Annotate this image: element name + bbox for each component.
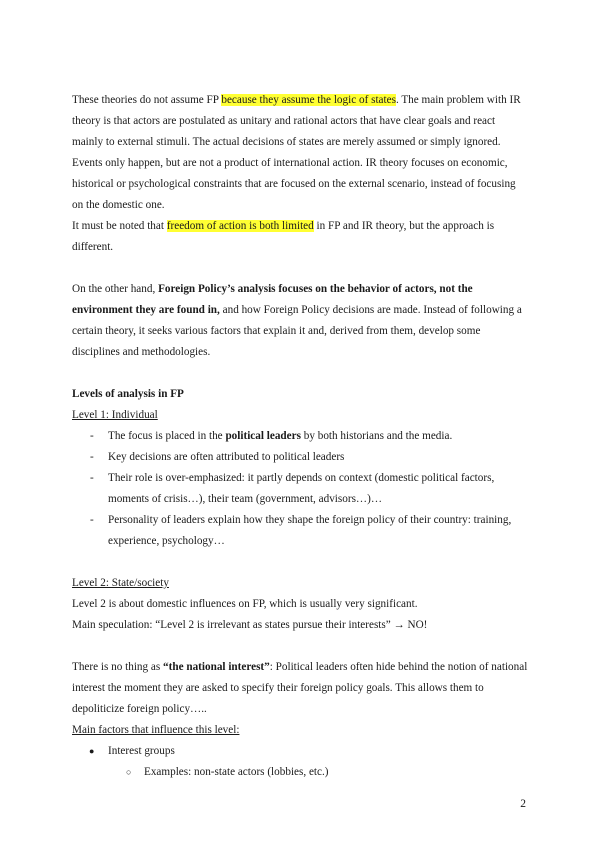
document-body	[72, 90, 528, 783]
paragraph-freedom-of-action: It must be noted that freedom of action is both limited in FP and IR theory, but the approach is different.	[72, 220, 495, 253]
list-item: ● Interest groups	[72, 741, 528, 762]
level2-line1: Level 2 is about domestic influences on FP, which is usually very significant.	[72, 598, 418, 610]
section-heading-levels: Levels of analysis in FP	[72, 388, 184, 400]
level2-heading: Level 2: State/society	[72, 577, 169, 589]
list-item: - Personality of leaders explain how they shape the foreign policy of their country: training, experience, psychology…	[72, 510, 528, 552]
factors-list	[72, 741, 528, 762]
list-item: - Their role is over-emphasized: it partly depends on context (domestic political factors, moments of crisis…), their team (government, advisors…)…	[72, 468, 528, 510]
highlight-freedom-of-action: freedom of action is both limited	[166, 220, 314, 232]
paragraph-ir-theory: These theories do not assume FP because they assume the logic of states. The main problem with IR theory is that actors are postulated as unitary and rational actors that have clear goals and react mainly to external stimuli. The actual decisions of states are merely assumed or simply ignored. Events only happen, but are not a product of international action. IR theory focuses on economic, historical or psychological constraints that are focused on the external scenario, instead of focusing on the domestic one.	[72, 94, 521, 211]
paragraph-national-interest: There is no thing as “the national interest”: Political leaders often hide behind the notion of national interest the moment they are asked to specify their foreign policy goals. This allows them to depoliticize foreign policy…..	[72, 661, 528, 715]
level1-list	[72, 426, 528, 552]
highlight-logic-of-states: because they assume the logic of states	[221, 94, 396, 106]
level1-heading: Level 1: Individual	[72, 409, 158, 421]
factors-sublist	[72, 762, 528, 783]
list-item: ○ Examples: non-state actors (lobbies, etc.)	[72, 762, 528, 783]
page-number: 2	[520, 798, 526, 810]
bullet-icon: ●	[89, 746, 95, 756]
paragraph-fp-analysis: On the other hand, Foreign Policy’s analysis focuses on the behavior of actors, not the environment they are found in, and how Foreign Policy decisions are made. Instead of following a certain theory, it seeks various factors that explain it and, derived from them, develop some disciplines and methodologies.	[72, 283, 522, 358]
list-item: - Key decisions are often attributed to political leaders	[72, 447, 528, 468]
hollow-bullet-icon: ○	[126, 767, 132, 777]
level2-line2: Main speculation: “Level 2 is irrelevant as states pursue their interests” → NO!	[72, 619, 428, 631]
factors-heading: Main factors that influence this level:	[72, 724, 240, 736]
list-item: - The focus is placed in the political leaders by both historians and the media.	[72, 426, 528, 447]
